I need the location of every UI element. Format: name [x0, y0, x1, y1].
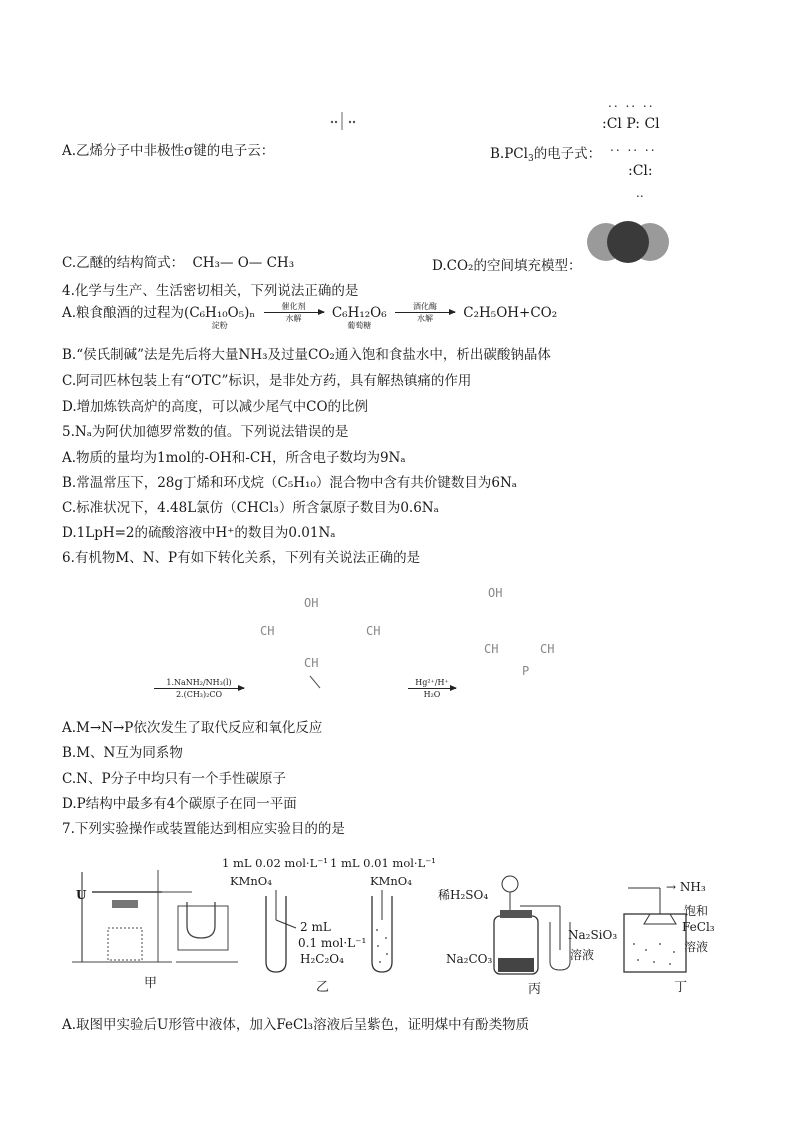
ding-sol: 溶液 [684, 940, 709, 954]
bing-apparatus-icon [490, 872, 590, 982]
q6-arrow-2: $\frac{\text{Hg²⁺/H⁺}}{\text{H₂O}}$ [408, 678, 456, 699]
pcl3-bottom-dots: .. [636, 186, 644, 200]
q3-option-c: C.乙醚的结构简式： CH₃— O— CH₃ [62, 255, 295, 271]
label-jia: 甲 [144, 976, 158, 991]
q4-option-d: D.增加炼铁高炉的高度，可以减少尾气中CO的比例 [62, 399, 369, 415]
yi-sol-1: 2 mL [300, 920, 331, 934]
yi-sol-3: H₂C₂O₄ [300, 952, 344, 966]
bing-na2co3: Na₂CO₃ [446, 952, 493, 966]
n-ch-bottom: CH [304, 656, 319, 670]
q4-stem: 4.化学与生产、生活密切相关，下列说法正确的是 [62, 283, 359, 299]
label-ding: 丁 [674, 980, 688, 995]
q6-option-d: D.P结构中最多有4个碳原子在同一平面 [62, 796, 297, 812]
q6-stem: 6.有机物M、N、P有如下转化关系，下列有关说法正确的是 [62, 550, 421, 566]
yi-right-top: 1 mL 0.01 mol·L⁻¹ [330, 856, 436, 870]
q5-stem: 5.Nₐ为阿伏加德罗常数的值。下列说法错误的是 [62, 424, 349, 440]
q5-option-d: D.1LpH=2的硫酸溶液中H⁺的数目为0.01Nₐ [62, 525, 336, 541]
q3-option-a: A.乙烯分子中非极性σ键的电子云： [62, 143, 275, 159]
bing-acid: 稀H₂SO₄ [438, 888, 489, 902]
sigma-bond-cloud-figure [322, 108, 362, 132]
yi-left-top: 1 mL 0.02 mol·L⁻¹ [222, 856, 328, 870]
q4-arrow-2: 酒化酶 水解 [395, 302, 455, 323]
pcl3-cl: :Cl: [628, 163, 653, 179]
bing-na2sio3: Na₂SiO₃ [568, 928, 618, 942]
q4-option-a: A.粮食酿酒的过程为 (C₆H₁₀O₅)ₙ 淀粉 催化剂 水解 C₆H₁₂O₆ 葡萄糖 酒化酶 水解 C₂H₅OH+CO₂ [62, 302, 558, 330]
yi-sol-2: 0.1 mol·L⁻¹ [298, 936, 367, 950]
q6-arrow-1: 1.NaNH₂/NH₃(l) 2.(CH₃)₂CO [154, 678, 244, 699]
yi-kmno4-left: KMnO₄ [230, 874, 272, 888]
apparatus-jia-icon [72, 862, 242, 972]
co2-model-icon [586, 220, 670, 264]
q5-option-c: C.标准状况下，4.48L氯仿（CHCl₃）所含氯原子数目为0.6Nₐ [62, 500, 439, 516]
p-ch-1: CH [484, 642, 499, 656]
pcl3-row: :Cl P: Cl [602, 116, 660, 132]
q4-option-b: B.“侯氏制碱”法是先后将大量NH₃及过量CO₂通入饱和食盐水中，析出碳酸钠晶体 [62, 347, 551, 363]
q3-option-d: D.CO₂的空间填充模型： [432, 258, 582, 274]
q4-option-c: C.阿司匹林包装上有“OTC”标识，是非处方药，具有解热镇痛的作用 [62, 373, 472, 389]
pcl3-mid-dots: .. .. .. [610, 140, 657, 154]
apparatus-ding [612, 870, 732, 996]
ding-sat: 饱和 [684, 904, 709, 918]
q5-option-a: A.物质的量均为1mol的-OH和-CH，所含电子数均为9Nₐ [62, 450, 406, 466]
n-bond-icon [300, 672, 330, 692]
q7-stem: 7.下列实验操作或装置能达到相应实验目的的是 [62, 821, 345, 837]
sigma-cloud-icon [322, 108, 362, 132]
jia-u-label: U [76, 888, 87, 902]
label-bing: 丙 [528, 982, 542, 997]
p-oh: OH [488, 586, 503, 600]
q4-arrow-1: 催化剂 水解 [264, 302, 324, 323]
ding-nh3: → NH₃ [666, 880, 706, 894]
label-yi: 乙 [316, 980, 330, 995]
q6-option-a: A.M→N→P依次发生了取代反应和氧化反应 [62, 720, 323, 736]
n-ch-left: CH [260, 624, 275, 638]
q6-option-b: B.M、N互为同系物 [62, 745, 183, 761]
apparatus-jia [72, 862, 242, 992]
q3-option-b: B.PCl$_3$的电子式： [490, 146, 602, 164]
p-ch-2: CH [540, 642, 555, 656]
q6-option-c: C.N、P分子中均只有一个手性碳原子 [62, 771, 287, 787]
pcl3-top-dots: .. .. .. [608, 96, 655, 110]
n-ch-right: CH [366, 624, 381, 638]
n-oh-top: OH [304, 596, 319, 610]
apparatus-yi [222, 856, 436, 996]
yi-kmno4-right: KMnO₄ [370, 874, 412, 888]
q5-option-b: B.常温常压下，28g丁烯和环戊烷（C₅H₁₀）混合物中含有共价键数目为6Nₐ [62, 475, 517, 491]
co2-space-filling-model [586, 220, 670, 264]
bing-sol: 溶液 [570, 948, 595, 962]
q7-option-a: A.取图甲实验后U形管中液体，加入FeCl₃溶液后呈紫色，证明煤中有酚类物质 [62, 1017, 530, 1033]
ding-fecl3: FeCl₃ [682, 920, 715, 934]
apparatus-bing [438, 868, 618, 998]
p-label: P [522, 664, 530, 678]
